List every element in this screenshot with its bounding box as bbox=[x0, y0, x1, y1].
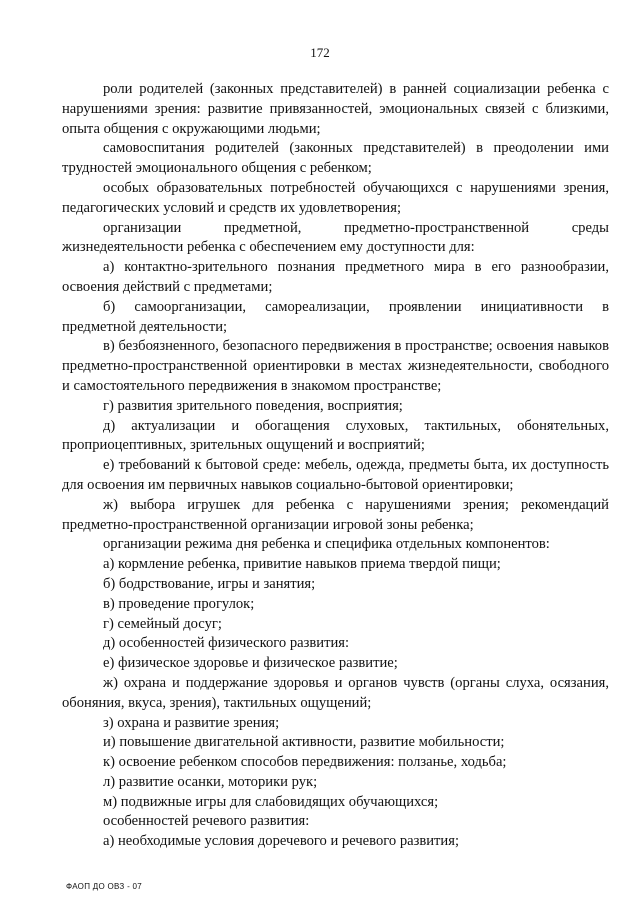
list-item: к) освоение ребенком способов передвижения: ползанье, ходьба; bbox=[103, 754, 507, 771]
list-item: г) семейный досуг; bbox=[103, 615, 222, 632]
list-item: е) физическое здоровье и физическое развитие; bbox=[103, 655, 398, 672]
list-item: д) актуализации и обогащения слуховых, тактильных, обонятельных, проприоцептивных, зрительных ощущений и восприятий; bbox=[62, 417, 609, 454]
list-item: г) развития зрительного поведения, восприятия; bbox=[103, 397, 403, 414]
paragraph: организации режима дня ребенка и специфика отдельных компонентов: bbox=[103, 536, 550, 553]
paragraph: особых образовательных потребностей обучающихся с нарушениями зрения, педагогических условий и средств их удовлетворения; bbox=[62, 179, 609, 216]
list-item: а) кормление ребенка, привитие навыков приема твердой пищи; bbox=[103, 556, 501, 573]
list-item: ж) выбора игрушек для ребенка с нарушениями зрения; рекомендаций предметно-пространственной организации игровой зоны ребенка; bbox=[62, 496, 609, 533]
list-item: а) контактно-зрительного познания предметного мира в его разнообразии, освоения действий с предметами; bbox=[62, 259, 609, 295]
list-item: е) требований к бытовой среде: мебель, одежда, предметы быта, их доступность для освоения им первичных навыков социально-бытовой ориентировки; bbox=[62, 457, 609, 493]
list-item: з) охрана и развитие зрения; bbox=[103, 714, 280, 731]
document-code-footer: ФАОП ДО ОВЗ - 07 bbox=[66, 882, 143, 891]
list-item: д) особенностей физического развития: bbox=[103, 635, 350, 652]
list-item: б) бодрствование, игры и занятия; bbox=[103, 575, 316, 592]
list-item: м) подвижные игры для слабовидящих обучающихся; bbox=[103, 793, 439, 810]
list-item: л) развитие осанки, моторики рук; bbox=[103, 773, 318, 790]
paragraph: особенностей речевого развития: bbox=[103, 813, 310, 830]
list-item: в) проведение прогулок; bbox=[103, 595, 255, 612]
paragraph: организации предметной, предметно-пространственной среды жизнедеятельности ребенка с обеспечением ему доступности для: bbox=[62, 219, 609, 256]
paragraph: самовоспитания родителей (законных представителей) в преодолении ими трудностей эмоционального общения с ребенком; bbox=[62, 140, 609, 177]
list-item: б) самоорганизации, самореализации, проявлении инициативности в предметной деятельности; bbox=[62, 298, 609, 335]
list-item: в) безбоязненного, безопасного передвижения в пространстве; освоения навыков предметно-пространственной ориентировки в местах жизнедеятельности, свободного и самостоятельного передвижения в знакомом пространстве; bbox=[62, 338, 609, 394]
list-item: а) необходимые условия доречевого и речевого развития; bbox=[103, 833, 460, 850]
page-number: 172 bbox=[310, 45, 330, 60]
list-item: ж) охрана и поддержание здоровья и органов чувств (органы слуха, осязания, обоняния, вкуса, зрения), тактильных ощущений; bbox=[62, 674, 609, 711]
list-item: и) повышение двигательной активности, развитие мобильности; bbox=[103, 734, 505, 751]
page-body bbox=[62, 80, 609, 852]
paragraph: роли родителей (законных представителей) в ранней социализации ребенка с нарушениями зрения: развитие привязанностей, эмоциональных связей с близкими, опыта общения с окружающими людьми; bbox=[62, 81, 609, 137]
